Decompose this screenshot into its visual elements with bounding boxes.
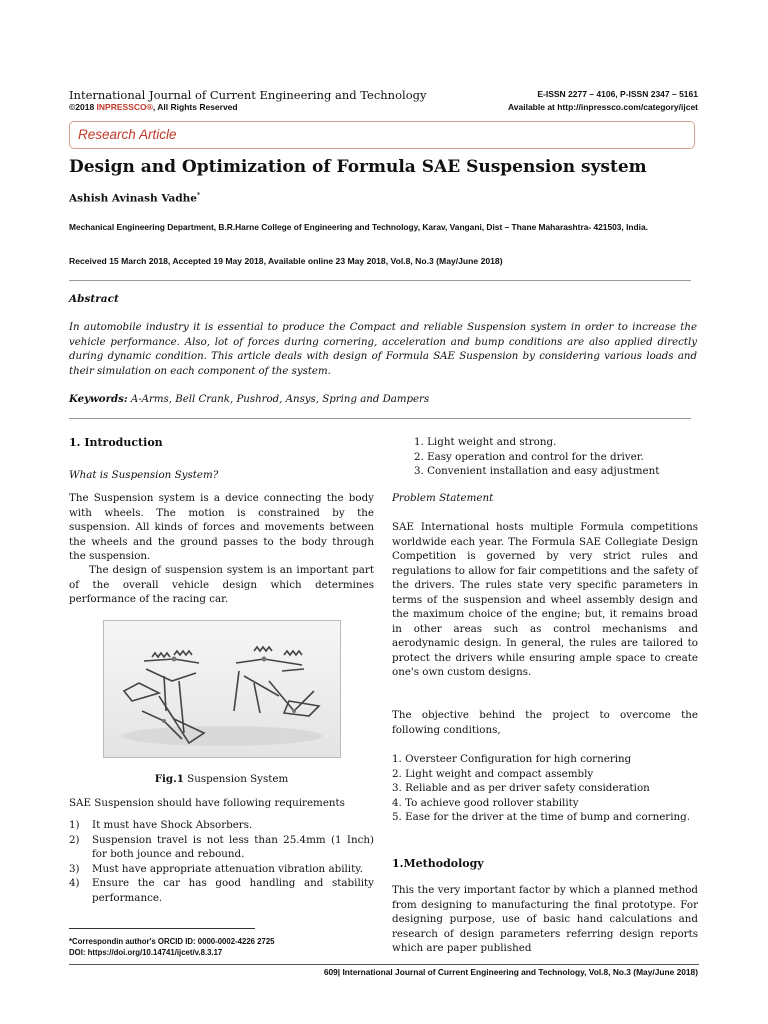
list-item: 2) Suspension travel is not less than 25.4mm (1 Inch) for both jounce and rebound. <box>69 833 374 860</box>
article-type-label: Research Article <box>78 127 177 142</box>
problem-heading: Problem Statement <box>392 492 494 504</box>
list-item: 1) It must have Shock Absorbers. <box>69 819 253 831</box>
author-name: Ashish Avinash Vadhe <box>69 192 197 205</box>
journal-name: International Journal of Current Engineering and Technology <box>69 88 427 102</box>
keywords-list: A-Arms, Bell Crank, Pushrod, Ansys, Spring and Dampers <box>127 394 430 405</box>
methodology-text: This the very important factor by which a planned method from designing to manufacturing the final prototype. For designing purpose, use of basic hand calculations and research of design parameters referring design reports which are paper published <box>392 884 698 954</box>
list-item: 2. Easy operation and control for the driver. <box>414 450 644 463</box>
list-item: 1. Light weight and strong. <box>414 436 557 448</box>
copyright-line <box>69 102 238 112</box>
doi-link[interactable]: DOI: https://doi.org/10.14741/ijcet/v.8.3.17 <box>69 948 223 957</box>
list-item: 3. Convenient installation and easy adjustment <box>414 465 660 477</box>
list-item: 1. Oversteer Configuration for high cornering <box>392 753 632 765</box>
keywords-label: Keywords: <box>69 393 128 405</box>
methodology-heading: 1.Methodology <box>392 857 484 870</box>
list-item: 4) Ensure the car has good handling and stability performance. <box>69 877 374 904</box>
copyright-prefix: ©2018 <box>69 102 97 112</box>
figure-label: Fig.1 <box>154 773 184 785</box>
problem-text: SAE International hosts multiple Formula competitions worldwide each year. The Formula SAE Collegiate Design Competition is governed by very strict rules and regulations to allow for fair competitions and the safety of the drivers. The rules state very specific parameters in terms of the suspension and wheel assembly design and the maximum choice of the engine; but, it remains broad in other areas such as control mechanisms and aerodynamic design. In general, the rules are tailored to protect the drivers while ensuring ample space to create one's own custom designs. <box>392 521 698 678</box>
list-item: 5. Ease for the driver at the time of bump and cornering. <box>392 811 691 823</box>
orcid-footnote: *Correspondin author's ORCID ID: 0000-0002-4226 2725 <box>69 937 275 946</box>
requirements-intro: SAE Suspension should have following requirements <box>69 797 345 809</box>
figure-caption-text: Suspension System <box>183 773 289 785</box>
footnote-divider <box>69 928 255 929</box>
article-type-box <box>69 121 695 149</box>
footer-divider <box>69 964 699 965</box>
received-dates: Received 15 March 2018, Accepted 19 May 2018, Available online 23 May 2018, Vol.8, No.3 (May/June 2018) <box>69 256 503 266</box>
author-mark: * <box>196 192 201 199</box>
divider-abstract <box>69 418 691 419</box>
author-line <box>69 192 200 205</box>
publisher-name: INPRESSCO® <box>96 102 153 112</box>
intro-paragraph-2: The design of suspension system is an important part of the overall vehicle design which determines performance of the racing car. <box>69 564 374 605</box>
intro-subheading: What is Suspension System? <box>69 469 219 481</box>
divider-top <box>69 280 691 281</box>
properties-list <box>414 435 698 479</box>
issn-line: E-ISSN 2277 – 4106, P-ISSN 2347 – 5161 <box>537 89 698 99</box>
keywords-line <box>69 393 429 405</box>
suspension-render-image <box>104 621 340 757</box>
abstract-text: In automobile industry it is essential to produce the Compact and reliable Suspension system in order to increase the vehicle performance. Also, lot of forces during cornering, acceleration and bump conditions are also applied directly during dynamic condition. This article deals with design of Formula SAE Suspension by considering various loads and their simulation on each component of the system. <box>69 322 697 377</box>
introduction-heading: 1. Introduction <box>69 436 163 449</box>
page-footer: 609| International Journal of Current Engineering and Technology, Vol.8, No.3 (May/June 2018) <box>323 967 698 977</box>
objective-text: The objective behind the project to overcome the following conditions, <box>392 709 698 736</box>
list-item: 3) Must have appropriate attenuation vibration ability. <box>69 862 363 875</box>
copyright-suffix: , All Rights Reserved <box>152 102 238 112</box>
objectives-list <box>392 752 698 825</box>
list-item: 2. Light weight and compact assembly <box>392 767 594 780</box>
abstract-heading: Abstract <box>69 293 119 305</box>
paper-title: Design and Optimization of Formula SAE Suspension system <box>69 157 647 177</box>
availability-link[interactable]: Available at http://inpressco.com/category/ijcet <box>507 102 698 112</box>
intro-paragraph-1: The Suspension system is a device connecting the body with wheels. The motion is constrained by the suspension. All kinds of forces and movements between the wheels and the ground passes to the body through the suspension. <box>69 492 374 562</box>
footnote <box>69 936 275 958</box>
figure-caption <box>69 773 374 785</box>
requirements-list <box>69 818 374 905</box>
suspension-figure <box>103 620 341 758</box>
list-item: 3. Reliable and as per driver safety consideration <box>392 782 650 794</box>
list-item: 4. To achieve good rollover stability <box>392 796 579 809</box>
affiliation: Mechanical Engineering Department, B.R.Harne College of Engineering and Technology, Karav, Vangani, Dist – Thane Maharashtra- 421503, India. <box>69 222 648 232</box>
